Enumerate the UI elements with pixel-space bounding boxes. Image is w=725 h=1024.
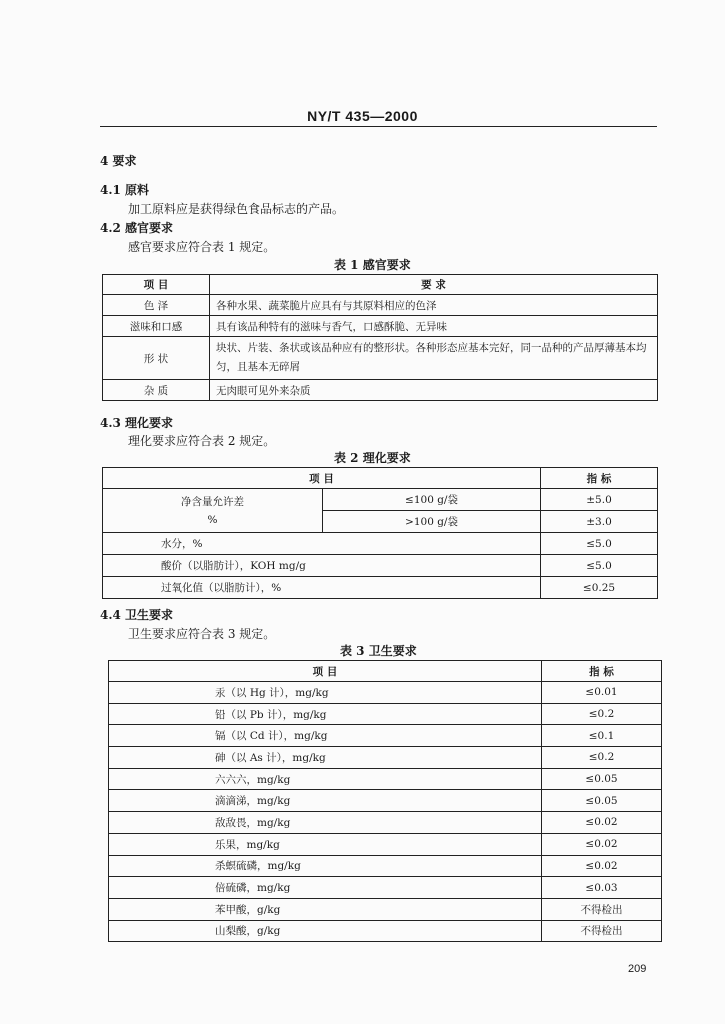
table-cell: ≤0.01	[542, 682, 662, 704]
table-row	[109, 747, 662, 769]
table-header-row	[109, 661, 662, 682]
table-header-cell: 项 目	[109, 661, 542, 682]
section-4-3-text: 理化要求应符合表 2 规定。	[128, 434, 276, 448]
table-cell: ≤0.02	[542, 812, 662, 834]
table-cell: 乐果，mg/kg	[109, 833, 542, 855]
table-cell: ≤0.25	[541, 577, 658, 599]
table-row	[103, 555, 658, 577]
table1-caption: 表 1 感官要求	[334, 258, 411, 272]
table-row	[109, 877, 662, 899]
section-4-3-title: 4.3 理化要求	[100, 416, 174, 430]
table-row	[103, 533, 658, 555]
table-row	[103, 295, 658, 316]
table3-caption: 表 3 卫生要求	[340, 644, 417, 658]
table-cell: 块状、片装、条状或该品种应有的整形状。各种形态应基本完好，同一品种的产品厚薄基本均匀，且基本无碎屑	[210, 337, 658, 380]
table-row	[109, 812, 662, 834]
net-content-label-cell	[103, 489, 323, 533]
table-cell: 过氧化值（以脂肪计），%	[103, 577, 541, 599]
table-header-row	[103, 468, 658, 489]
table-row	[109, 898, 662, 920]
table-row	[109, 768, 662, 790]
table-cell: 杀螟硫磷，mg/kg	[109, 855, 542, 877]
table-cell: ≤0.05	[542, 768, 662, 790]
section-4-4-title: 4.4 卫生要求	[100, 608, 174, 622]
table-row	[109, 703, 662, 725]
table-cell: 六六六，mg/kg	[109, 768, 542, 790]
table-cell: ≤5.0	[541, 533, 658, 555]
table-cell: ≤0.2	[542, 703, 662, 725]
table-header-cell: 指 标	[542, 661, 662, 682]
net-content-unit: %	[207, 513, 218, 526]
table-row	[109, 833, 662, 855]
table-cell: 倍硫磷，mg/kg	[109, 877, 542, 899]
table-header-cell: 指 标	[541, 468, 658, 489]
table-row	[109, 682, 662, 704]
table-row	[109, 855, 662, 877]
table-cell: 酸价（以脂肪计），KOH mg/g	[103, 555, 541, 577]
table-cell: 苯甲酸，g/kg	[109, 898, 542, 920]
table2-physicochemical	[102, 467, 658, 599]
table-header-cell: 要 求	[210, 275, 658, 295]
table-cell: 水分，%	[103, 533, 541, 555]
table-row	[109, 920, 662, 942]
table-cell: ±5.0	[541, 489, 658, 511]
section-4-2-title: 4.2 感官要求	[100, 221, 174, 235]
table-cell: ≤0.2	[542, 747, 662, 769]
table-cell: 具有该品种特有的滋味与香气，口感酥脆、无异味	[210, 316, 658, 337]
table-cell: 汞（以 Hg 计），mg/kg	[109, 682, 542, 704]
table1-sensory	[102, 274, 658, 401]
table2-caption: 表 2 理化要求	[334, 451, 411, 465]
table-cell: ≤0.02	[542, 855, 662, 877]
table-row	[109, 790, 662, 812]
section-4-1-text: 加工原料应是获得绿色食品标志的产品。	[128, 202, 345, 216]
section-4-1-title: 4.1 原料	[100, 183, 150, 197]
header-rule	[100, 126, 657, 127]
table-cell: 砷（以 As 计），mg/kg	[109, 747, 542, 769]
table-cell: 镉（以 Cd 计），mg/kg	[109, 725, 542, 747]
page-number: 209	[628, 963, 647, 975]
table-cell: ≤5.0	[541, 555, 658, 577]
table-row	[103, 577, 658, 599]
table-cell: >100 g/袋	[323, 511, 541, 533]
table-header-row	[103, 275, 658, 295]
table-cell: 形 状	[103, 337, 210, 380]
table-cell: 色 泽	[103, 295, 210, 316]
table-cell: 山梨酸，g/kg	[109, 920, 542, 942]
table-cell: 滴滴涕，mg/kg	[109, 790, 542, 812]
table-cell: ±3.0	[541, 511, 658, 533]
table-cell: 滋味和口感	[103, 316, 210, 337]
table-cell: ≤0.05	[542, 790, 662, 812]
table-row	[103, 337, 658, 380]
standard-number: NY/T 435—2000	[307, 108, 418, 124]
table-row	[103, 489, 658, 511]
table-cell: ≤0.1	[542, 725, 662, 747]
net-content-label: 净含量允许差	[181, 495, 244, 508]
table-cell: ≤0.03	[542, 877, 662, 899]
section-4-title: 4 要求	[100, 154, 137, 168]
table-row	[103, 380, 658, 401]
section-4-2-text: 感官要求应符合表 1 规定。	[128, 240, 276, 254]
table-row	[109, 725, 662, 747]
table-cell: 铅（以 Pb 计），mg/kg	[109, 703, 542, 725]
table3-hygiene	[108, 660, 662, 942]
table-cell: 不得检出	[542, 898, 662, 920]
section-4-4-text: 卫生要求应符合表 3 规定。	[128, 627, 276, 641]
table-cell: 敌敌畏，mg/kg	[109, 812, 542, 834]
table-cell: 无肉眼可见外来杂质	[210, 380, 658, 401]
table-header-cell: 项 目	[103, 275, 210, 295]
table-cell: 杂 质	[103, 380, 210, 401]
table-cell: 各种水果、蔬菜脆片应具有与其原料相应的色泽	[210, 295, 658, 316]
table-row	[103, 316, 658, 337]
table-cell: 不得检出	[542, 920, 662, 942]
table-cell: ≤0.02	[542, 833, 662, 855]
table-header-cell: 项 目	[103, 468, 541, 489]
table-cell: ≤100 g/袋	[323, 489, 541, 511]
